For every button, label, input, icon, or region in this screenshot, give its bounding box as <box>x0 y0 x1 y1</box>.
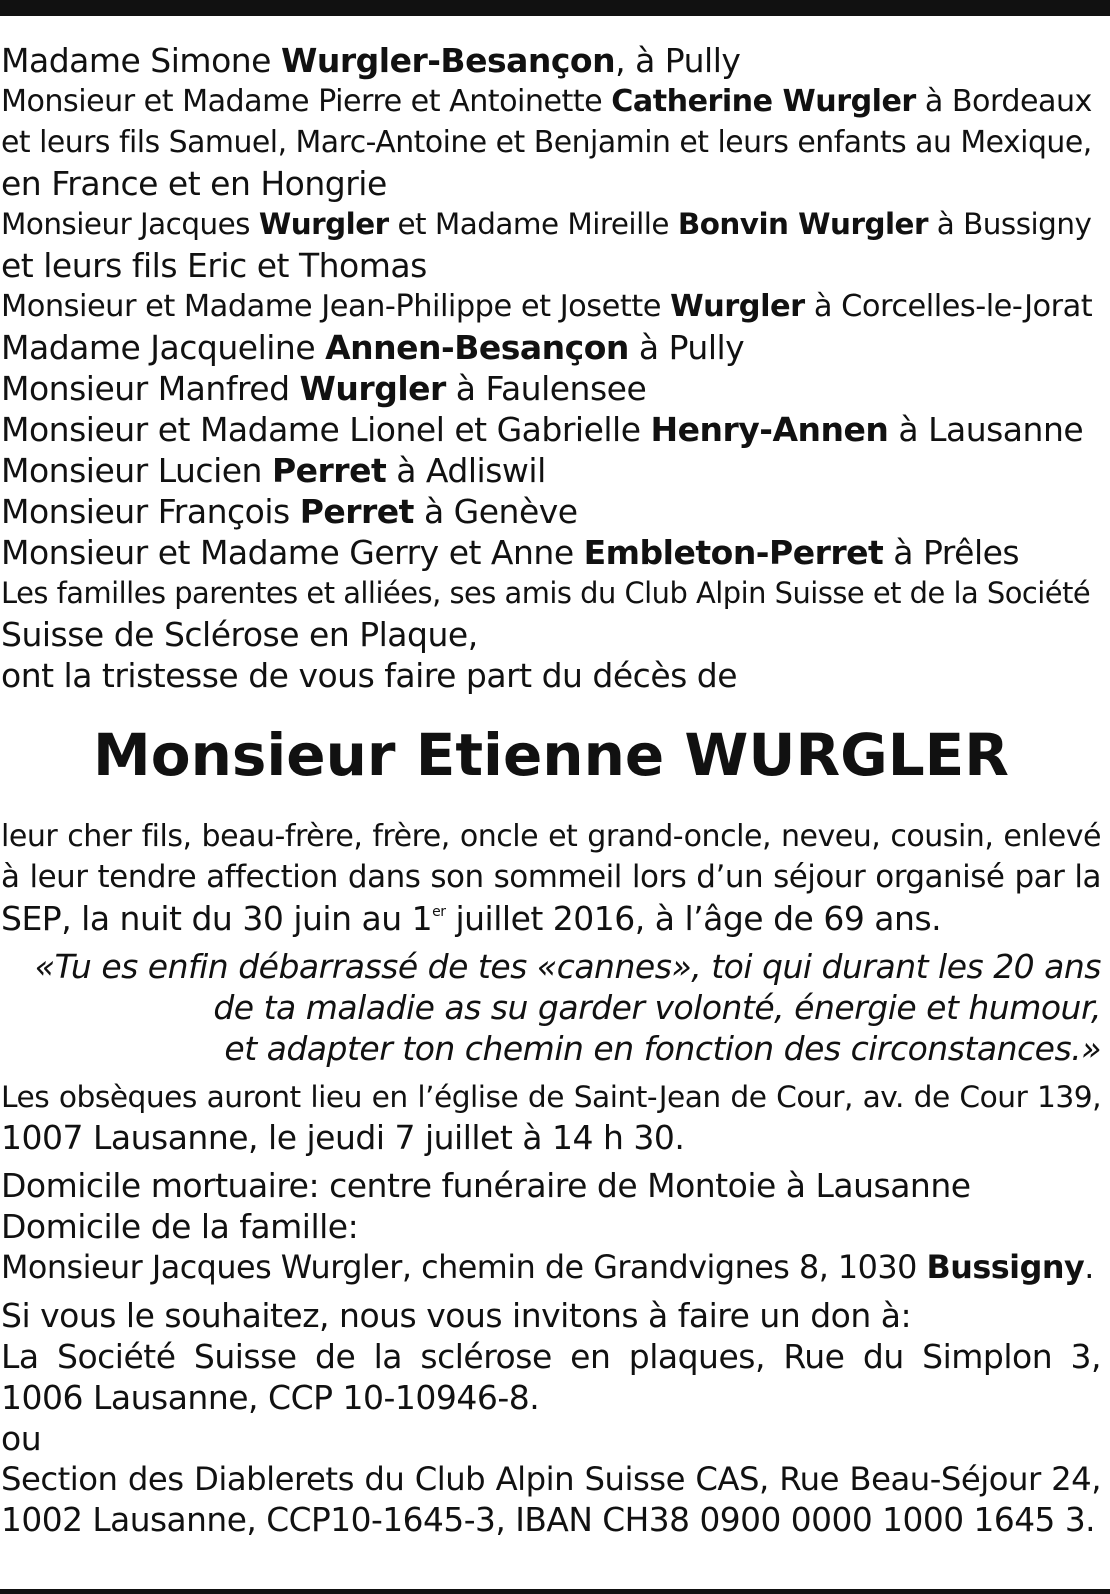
donation-intro: Si vous le souhaitez, nous vous invitons à faire un don à: <box>1 1296 912 1335</box>
family-domicile-label: Domicile de la famille: <box>1 1207 359 1246</box>
bio-paragraph <box>1 816 1101 939</box>
family-line: Monsieur Manfred Wurgler à Faulensee <box>1 369 647 408</box>
family-name: Perret <box>271 451 387 490</box>
mortuary-line: Domicile mortuaire: centre funéraire de Montoie à Lausanne <box>1 1166 971 1205</box>
family-line: Madame Simone Wurgler-Besançon, à Pully <box>1 41 741 80</box>
bottom-rule <box>0 1589 1110 1594</box>
funeral-line: Les obsèques auront lieu en l’église de Saint-Jean de Cour, av. de Cour 139, <box>1 1079 1101 1114</box>
family-line: Monsieur et Madame Gerry et Anne Embleton-Perret à Prêles <box>1 533 1020 572</box>
family-line: Suisse de Sclérose en Plaque, <box>1 615 478 654</box>
donation-or: ou <box>1 1419 42 1458</box>
family-line: et leurs fils Eric et Thomas <box>1 246 427 285</box>
quote-line: «Tu es enfin débarrassé de tes «cannes», toi qui durant les 20 ans <box>34 947 1101 986</box>
family-domicile-address: Monsieur Jacques Wurgler, chemin de Grandvignes 8, 1030 Bussigny. <box>1 1248 1094 1286</box>
family-name: Henry-Annen <box>650 410 889 449</box>
family-line: et leurs fils Samuel, Marc-Antoine et Benjamin et leurs enfants au Mexique, <box>1 125 1092 160</box>
family-name: Perret <box>299 492 414 531</box>
family-name: Embleton-Perret <box>583 533 884 572</box>
obituary-notice <box>1 40 1101 1541</box>
family-name: Wurgler <box>258 207 389 241</box>
donation-org-line: Section des Diablerets du Club Alpin Suisse CAS, Rue Beau-Séjour 24, <box>1 1460 1101 1498</box>
family-line: Monsieur et Madame Jean-Philippe et Josette Wurgler à Corcelles-le-Jorat <box>1 289 1093 324</box>
announcement-line: ont la tristesse de vous faire part du décès de <box>1 656 738 695</box>
family-line: Monsieur et Madame Pierre et Antoinette Catherine Wurgler à Bordeaux <box>1 84 1092 119</box>
family-line: en France et en Hongrie <box>1 164 387 203</box>
bio-line: leur cher fils, beau-frère, frère, oncle et grand-oncle, neveu, cousin, enlevé <box>1 819 1101 854</box>
memorial-quote <box>1 946 1101 1069</box>
family-name: Wurgler <box>299 369 446 408</box>
family-name: Wurgler <box>670 289 805 324</box>
family-line: Monsieur Jacques Wurgler et Madame Mireille Bonvin Wurgler à Bussigny <box>1 207 1092 241</box>
family-line: Monsieur et Madame Lionel et Gabrielle Henry-Annen à Lausanne <box>1 410 1084 449</box>
domicile-info <box>1 1165 1101 1288</box>
family-name: Annen-Besançon <box>325 328 629 367</box>
quote-line: et adapter ton chemin en fonction des circonstances.» <box>224 1029 1101 1068</box>
donation-org-line: 1006 Lausanne, CCP 10-10946-8. <box>1 1378 540 1417</box>
bio-line: à leur tendre affection dans son sommeil lors d’un séjour organisé par la <box>1 859 1101 895</box>
bio-line: SEP, la nuit du 30 juin au 1er juillet 2016, à l’âge de 69 ans. <box>1 899 942 938</box>
family-name: Bonvin Wurgler <box>677 207 928 241</box>
family-line: Les familles parentes et alliées, ses amis du Club Alpin Suisse et de la Société <box>1 576 1091 610</box>
family-line: Madame Jacqueline Annen-Besançon à Pully <box>1 328 745 367</box>
quote-line: de ta maladie as su garder volonté, énergie et humour, <box>213 988 1101 1027</box>
family-list <box>1 40 1101 696</box>
donation-org-line: 1002 Lausanne, CCP10-1645-3, IBAN CH38 0900 0000 1000 1645 3. <box>1 1501 1096 1539</box>
deceased-name: Monsieur Etienne WURGLER <box>93 721 1009 789</box>
donation-info <box>1 1295 1101 1541</box>
family-line: Monsieur François Perret à Genève <box>1 492 578 531</box>
family-name: Catherine Wurgler <box>611 84 916 119</box>
donation-org-line: La Société Suisse de la sclérose en plaques, Rue du Simplon 3, <box>1 1337 1101 1376</box>
top-rule <box>0 0 1110 16</box>
family-line: Monsieur Lucien Perret à Adliswil <box>1 451 546 490</box>
town-name: Bussigny <box>926 1248 1085 1286</box>
funeral-line: 1007 Lausanne, le jeudi 7 juillet à 14 h 30. <box>1 1118 685 1157</box>
funeral-info <box>1 1076 1101 1158</box>
family-name: Wurgler-Besançon <box>280 41 616 80</box>
